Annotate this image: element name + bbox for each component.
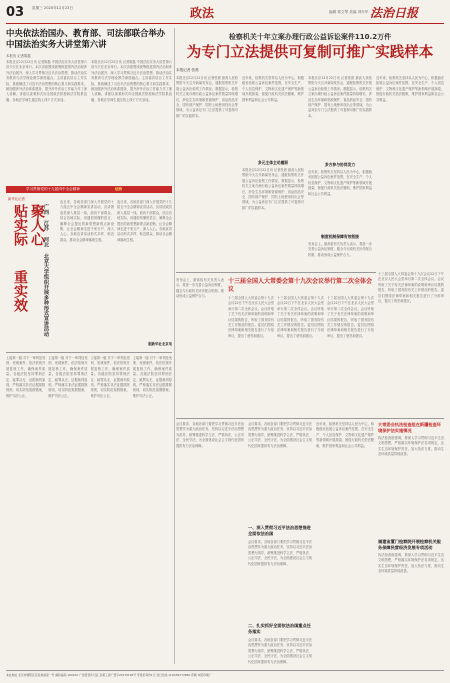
bottom-left-story [6, 356, 172, 664]
left-story-headline: 中央依法治国办、教育部、司法部联合举办中国法治实务大讲堂第六讲 [6, 28, 166, 49]
main-story-kicker: 检察机关十年立案办理行政公益诉讼案件110.2万件 [228, 33, 392, 41]
feature-body [60, 200, 172, 347]
page-date: 星期三 2020年12月23日 [32, 6, 73, 10]
main-col-1 [176, 76, 238, 268]
right-box-body2: 执法检查组强调，要深入学习贯彻习近平生态文明思想，严格落实环境保护法各项规定，压实生态环境保护责任，加大执法力度，推动生态环境质量持续改善。 [378, 553, 444, 574]
feature-body-col2: 连日来，各地各部门深入开展党的十九届五中全会精神宣讲活动，宣讲团成员深入基层一线，面向干部群众，结合各地实际，用通俗易懂的语言，阐释全会提出的新思想新观点新论断，让全会精神走进千家万户、深入人心。各地宣讲活动形式多样、贴近群众，推动全会精神落地生根。 [117, 200, 172, 242]
bottom-mid-body2: 会议要求，各地各部门要把学习贯彻习近平法治思想作为重大政治任务，坚持以习近平法治思想为指导，统筹推进科学立法、严格执法、公正司法、全民守法，为全面建设社会主义现代化国家提供有力法治保障。 [248, 422, 312, 448]
lower-divider [176, 418, 444, 419]
main-col-3 [308, 76, 372, 272]
bottom-mid-body3: 会议要求，各地各部门要把学习贯彻习近平法治思想作为重大政治任务，坚持以习近平法治思想为指导，统筹推进科学立法、严格执法、公正司法、全民守法，为全面建设社会主义现代化国家提供有力法治保障。 [248, 540, 312, 566]
bottom-mid-body1: 会议要求，各地各部门要把学习贯彻习近平法治思想作为重大政治任务，坚持以习近平法治思想为指导，统筹推进科学立法、严格执法、公正司法、全民守法，为全面建设社会主义现代化国家提供有力法治保障。 [176, 422, 244, 448]
main-col-1-continued [176, 278, 224, 356]
left-story-body-col2: 本报北京12月22日讯 记者陈磊 中国法治实务大讲堂第六讲今天在北京举行。本次讲座围绕统筹推进国内法治和涉外法治展开，深入学习贯彻习近平法治思想，推动法治实务教育与法学理论教学深度融合。主讲嘉宾结合工作实际，系统阐述了习近平法治思想的核心要义和实践要求，就加强涉外法治体系建设、提升涉外法治工作能力作了深入讲解。讲座以视频形式向全国政法院校和法学院系直播，各地法学师生通过线上线下方式参加。 [91, 60, 172, 102]
bottom-mid-head1: 一、深入贯彻习近平法治思想推进全面依法治国 [248, 525, 311, 536]
right-col-mid-body: 十三届全国人大常委会第十九次会议22日下午在北京人民大会堂举行第二次全体会议。会议听取了关于有关法律草案的说明和审议结果的报告，听取了国务院有关工作情况的报告。委员们围绕法律草案和相关报告进行了分组审议，提出了意见和建议。 [378, 272, 444, 304]
bottom-mid-head2: 二、扎实抓好全面依法治国重点任务落实 [248, 623, 311, 634]
main-body-col1: 本报北京12月22日讯 记者张晨 最高人民检察院今天召开新闻发布会，通报检察机关开展公益诉讼检察工作情况。数据显示，检察机关立案办理行政公益诉讼案件数量持续增长，涉及生态环境和资源保护、食品药品安全、国有财产保护、国有土地使用权出让等领域，为公益诉讼专门立法提供了可复制可推广的实践样本。 [176, 76, 238, 118]
npc-story [228, 278, 374, 294]
npc-body-col1: 十三届全国人大常委会第十九次会议22日下午在北京人民大会堂举行第二次全体会议。会议听取了关于有关法律草案的说明和审议结果的报告，听取了国务院有关工作情况的报告。委员们围绕法律草案和相关报告进行了分组审议，提出了意见和建议。 [228, 296, 274, 338]
paper-logo: 法治日报 [370, 6, 419, 20]
main-body-col3a: 本报北京12月22日讯 记者张晨 最高人民检察院今天召开新闻发布会，通报检察机关开展公益诉讼检察工作情况。数据显示，检察机关立案办理行政公益诉讼案件数量持续增长，涉及生态环境和资源保护、食品药品安全、国有财产保护、国有土地使用权出让等领域，为公益诉讼专门立法提供了可复制可推广的实践样本。 [308, 76, 372, 118]
feature-title-line1: 贴实际 [12, 204, 28, 246]
right-box-headline1: 大常委会执法检查组在新疆检查环境保护法实施情况 [378, 422, 441, 433]
left-divider [6, 352, 172, 353]
main-body-col3b: 近年来，检察机关坚持以人民为中心，积极稳妥拓展公益诉讼案件范围，在安全生产、个人信息保护、文物和文化遗产保护等新领域开展探索，督促行政机关依法履职，维护国家利益和社会公共利益。 [308, 170, 372, 196]
left-story [6, 28, 172, 178]
bottom-left-col2: 上接第一版 对于一审判处死刑、死缓案件，依法依规开展复核工作，确保案件质量。各级法院坚持罪刑法定、疑罪从无、证据裁判原则，严格落实非法证据排除规则，切实防范冤假错案，维护司法公正。 [48, 356, 88, 398]
main-subhead-3: 制度机制保障有效衔接 [321, 234, 359, 239]
right-box-body1: 执法检查组强调，要深入学习贯彻习近平生态文明思想，严格落实环境保护法各项规定，压实生态环境保护责任，加大执法力度，推动生态环境质量持续改善。 [378, 436, 444, 457]
npc-body-col2: 十三届全国人大常委会第十九次会议22日下午在北京人民大会堂举行第二次全体会议。会议听取了关于有关法律草案的说明和审议结果的报告，听取了国务院有关工作情况的报告。委员们围绕法律草案和相关报告进行了分组审议，提出了意见和建议。 [277, 296, 324, 338]
page-footer: 本社地址 北京市朝阳区花家地南里一号 邮政编码 100102 广告经营许可证 京朝工商广登字20170165号 零售价每份1元 发行热线 (010)84772860 印刷 本报印刷厂 [6, 670, 444, 679]
feature-topic: 新华社记者 [8, 197, 25, 201]
feature-banner [6, 186, 172, 193]
bottom-mid-body4: 会议要求，各地各部门要把学习贯彻习近平法治思想作为重大政治任务，坚持以习近平法治思想为指导，统筹推进科学立法、严格执法、公正司法、全民守法，为全面建设社会主义现代化国家提供有力法治保障。 [248, 638, 312, 664]
bottom-left-col4: 上接第一版 对于一审判处死刑、死缓案件，依法依规开展复核工作，确保案件质量。各级法院坚持罪刑法定、疑罪从无、证据裁判原则，严格落实非法证据排除规则，切实防范冤假错案，维护司法公正。 [132, 356, 172, 398]
npc-headline: 十三届全国人大常委会第十九次会议举行第二次全体会议 [228, 278, 373, 293]
main-body-col2b: 本报北京12月22日讯 记者张晨 最高人民检察院今天召开新闻发布会，通报检察机关开展公益诉讼检察工作情况。数据显示，检察机关立案办理行政公益诉讼案件数量持续增长，涉及生态环境和资源保护、食品药品安全、国有财产保护、国有土地使用权出让等领域，为公益诉讼专门立法提供了可复制可推广的实践样本。 [242, 168, 304, 210]
feature-vertical-subtitle: 广西 江苏 河北 北京大学组织开展多种形式宣讲活动 [43, 204, 49, 337]
main-body-col4: 近年来，检察机关坚持以人民为中心，积极稳妥拓展公益诉讼案件范围，在安全生产、个人信息保护、文物和文化遗产保护等新领域开展探索，督促行政机关依法履职，维护国家利益和社会公共利益。 [376, 76, 444, 102]
column-rule-left [174, 28, 175, 664]
editor-credits: 编辑 郭文琴 美编 刘年华 [329, 10, 369, 14]
bottom-mid-body5: 近年来，检察机关坚持以人民为中心，积极稳妥拓展公益诉讼案件范围，在安全生产、个人信息保护、文物和文化遗产保护等新领域开展探索，督促行政机关依法履职，维护国家利益和社会公共利益。 [316, 422, 374, 448]
main-story-headline: 为专门立法提供可复制可推广实践样本 [186, 44, 434, 61]
section-title: 政法 [190, 6, 215, 20]
left-story-byline: 本报讯 记者陈磊 [6, 54, 31, 58]
feature-title-line3: 重实效 [12, 270, 28, 312]
bottom-left-col3: 上接第一版 对于一审判处死刑、死缓案件，依法依规开展复核工作，确保案件质量。各级法院坚持罪刑法定、疑罪从无、证据裁判原则，严格落实非法证据排除规则，切实防范冤假错案，维护司法公正。 [90, 356, 130, 398]
main-col-2 [242, 76, 304, 266]
feature-source: 据新华社北京电 [148, 342, 172, 346]
page-number: 03 [6, 5, 25, 20]
feature-title-line2: 聚人心 [29, 204, 45, 246]
npc-body [228, 296, 374, 412]
masthead [6, 4, 444, 24]
main-subhead-1: 多元主体主动履职 [257, 160, 289, 165]
main-body-col1-cont: 发布会上，最高检有关负责人表示，将进一步完善公益诉讼制度，健全与行政机关协作配合机制，推动形成公益保护合力。 [176, 278, 224, 299]
main-body-col3c: 发布会上，最高检有关负责人表示，将进一步完善公益诉讼制度，健全与行政机关协作配合机制，推动形成公益保护合力。 [308, 242, 372, 257]
main-story-header [176, 28, 444, 62]
main-subhead-2: 多方参与协同发力 [324, 162, 356, 167]
bottom-mid-col2 [248, 422, 312, 668]
feature-banner-tag: 法治 [114, 187, 122, 191]
feature-big-title-3 [6, 270, 28, 340]
main-story-byline: 本报记者 张晨 [176, 68, 199, 72]
right-col-mid [378, 272, 444, 412]
feature-body-col1: 连日来，各地各部门深入开展党的十九届五中全会精神宣讲活动，宣讲团成员深入基层一线，面向干部群众，结合各地实际，用通俗易懂的语言，阐释全会提出的新思想新观点新论断，让全会精神走进千家万户、深入人心。各地宣讲活动形式多样、贴近群众，推动全会精神落地生根。 [60, 200, 114, 242]
main-col-4 [376, 76, 444, 268]
main-divider [176, 272, 376, 273]
bottom-left-col1: 上接第一版 对于一审判处死刑、死缓案件，依法依规开展复核工作，确保案件质量。各级法院坚持罪刑法定、疑罪从无、证据裁判原则，严格落实非法证据排除规则，切实防范冤假错案，维护司法公正。 [6, 356, 46, 398]
left-story-body-col1: 本报北京12月22日讯 记者陈磊 中国法治实务大讲堂第六讲今天在北京举行。本次讲座围绕统筹推进国内法治和涉外法治展开，深入学习贯彻习近平法治思想，推动法治实务教育与法学理论教学深度融合。主讲嘉宾结合工作实际，系统阐述了习近平法治思想的核心要义和实践要求，就加强涉外法治体系建设、提升涉外法治工作能力作了深入讲解。讲座以视频形式向全国政法院校和法学院系直播，各地法学师生通过线上线下方式参加。 [6, 60, 87, 102]
bottom-mid-col1 [176, 422, 244, 664]
right-box-headline2: 福建省厦门检察院开展检察机关服务保障民营经济发展专项活动 [378, 539, 441, 550]
feature-banner-text: 学习贯彻党的十九届四中全会精神 [26, 187, 80, 191]
npc-body-col3: 十三届全国人大常委会第十九次会议22日下午在北京人民大会堂举行第二次全体会议。会议听取了关于有关法律草案的说明和审议结果的报告，听取了国务院有关工作情况的报告。委员们围绕法律草案和相关报告进行了分组审议，提出了意见和建议。 [327, 296, 374, 338]
right-box [378, 422, 444, 663]
main-body-col2a: 近年来，检察机关坚持以人民为中心，积极稳妥拓展公益诉讼案件范围，在安全生产、个人信息保护、文物和文化遗产保护等新领域开展探索，督促行政机关依法履职，维护国家利益和社会公共利益。 [242, 76, 304, 102]
bottom-mid-col3 [316, 422, 374, 664]
